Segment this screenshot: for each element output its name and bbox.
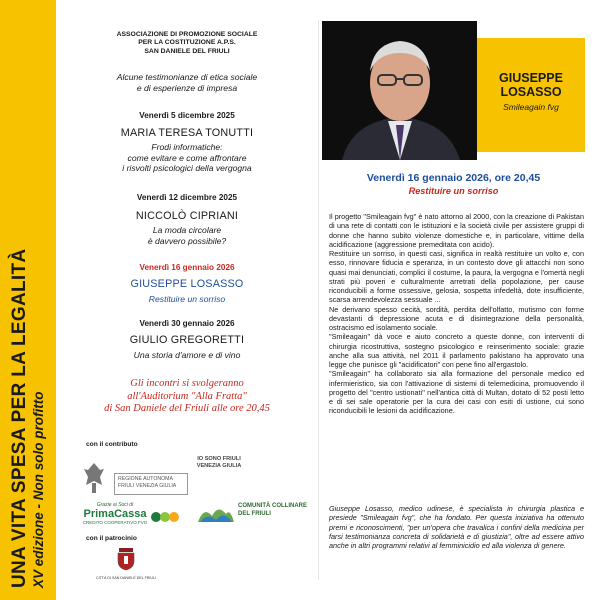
paragraph: "Smileagain" dà voce e aiuto concreto a queste donne, con interventi di chirurgia ricostruttiva, sostegno psicologico e reinserimento sociale: grazie anche alla sua attività, nel 2011 il parlamento pakistano ha approvato una legge che punisce gli "acidificatori" con pene fino all'ergastolo. (329, 332, 584, 369)
speaker-name (477, 71, 585, 99)
article-body (329, 212, 584, 416)
speaker-org: Smileagain fvg (503, 102, 559, 112)
assoc-line-3: SAN DANIELE DEL FRIULI (144, 47, 230, 55)
event-speaker-highlight: GIUSEPPE LOSASSO (130, 278, 244, 290)
speaker-first-name: GIUSEPPE (499, 71, 563, 85)
comunita-label: COMUNITÀ COLLINARE DEL FRIULI (238, 503, 307, 517)
intro-line-2: e di esperienze di impresa (136, 83, 238, 93)
event-topic (56, 225, 318, 246)
paragraph: Ne derivano spesso cecità, sordità, perdita dell'olfatto, mutismo con forme devastanti di depressione acuta e di disintegrazione della personalità, ostracismo ed isolamento sociale. (329, 304, 584, 332)
notice-line: di San Daniele del Friuli alle ore 20,45 (104, 403, 270, 414)
event-date: Venerdì 5 dicembre 2025 (139, 111, 235, 120)
patrocinio-label: con il patrocinio (86, 535, 137, 542)
primacassa-sub: CREDITO COOPERATIVO FVG (82, 520, 148, 525)
primacassa-tagline: Grazie ai Soci di (96, 502, 134, 508)
comunita-collinare-logo (196, 500, 316, 528)
topic-line: i risvolti psicologici della vergogna (122, 163, 252, 173)
citta-logo (96, 547, 156, 593)
event-topic (56, 142, 318, 174)
association-heading (56, 31, 318, 56)
io-sono-fvg-logo: IO SONO FRIULI VENEZIA GIULIA (196, 456, 242, 469)
primacassa-logo (82, 502, 186, 528)
event-date-highlight: Venerdì 16 gennaio 2026 (139, 263, 235, 272)
event-header-date: Venerdì 16 gennaio 2026, ore 20,45 (366, 172, 541, 184)
topic-line: La moda circolare (152, 225, 222, 235)
city-crest-icon (117, 547, 135, 571)
assoc-line-1: ASSOCIAZIONE DI PROMOZIONE SOCIALE (116, 31, 258, 38)
speaker-photo (322, 21, 477, 160)
topic-line: Una storia d'amore e di vino (133, 350, 241, 360)
contrib-label: con il contributo (86, 441, 138, 448)
citta-label: CITTÀ DI SAN DANIELE DEL FRIULI (96, 576, 156, 580)
column-divider (318, 20, 319, 580)
primacassa-name: PrimaCassa (83, 508, 147, 520)
paragraph: Restituire un sorriso, in questi casi, significa in realtà restituire un volto e, con esso, rinnovare fiducia e speranza, in un contesto dove gli attacchi non sono quasi mai denunciati, complici il costume, la paura, la vergogna e l'omertà negli strati più poveri e culturalmente arretrati della popolazione, per cause riconducibili a forme ossessive, gelosia, sospetta infedeltà, dote insufficiente, scarsa arrendevolezza sessuale ... (329, 249, 584, 305)
event-topic (56, 350, 318, 361)
regione-logo (82, 459, 188, 499)
topic-line: è davvero possibile? (147, 235, 227, 246)
event-speaker: GIULIO GREGORETTI (129, 334, 245, 346)
event-speaker: NICCOLÒ CIPRIANI (135, 210, 239, 222)
notice-line: all'Auditorium "Alla Fratta" (127, 390, 247, 402)
side-subtitle: XV edizione - Non solo profitto (31, 391, 46, 588)
event-header-subtitle: Restituire un sorriso (408, 186, 499, 196)
topic-line: Frodi informatiche: (151, 142, 223, 152)
portrait-image (322, 21, 477, 160)
venue-notice (56, 378, 318, 416)
notice-line: Gli incontri si svolgeranno (130, 378, 244, 389)
side-title: UNA VITA SPESA PER LA LEGALITÀ (9, 248, 30, 588)
event-speaker: MARIA TERESA TONUTTI (120, 127, 254, 139)
speaker-last-name: LOSASSO (500, 85, 562, 99)
event-topic-highlight (56, 294, 318, 305)
regione-label: REGIONE AUTONOMA FRIULI VENEZIA GIULIA (114, 473, 188, 495)
speaker-bio: Giuseppe Losasso, medico udinese, è specialista in chirurgia plastica e presiede "Smileagain fvg", che ha fondato. Per questa iniziativa ha ottenuto premi e riconoscimenti, "per un'opera che travalica i confini della medicina per farsi testimonianza concreta di solidarietà e di giustizia", oltre ad essere attivo anche in altri programmi relativi al femminicidio ed alla violenza di genere. (329, 504, 584, 550)
topic-line: Restituire un sorriso (148, 294, 226, 304)
intro-text (56, 72, 318, 94)
coop-circles-icon (150, 511, 184, 523)
event-date: Venerdì 30 gennaio 2026 (139, 319, 235, 328)
hills-icon (196, 502, 236, 524)
assoc-line-2: PER LA COSTITUZIONE A.P.S. (138, 39, 236, 47)
paragraph: Il progetto "Smileagain fvg" è nato attorno al 2000, con la creazione di Pakistan di una rete di contatti con le istituzioni e la società civile per assistere gruppi di donne che hanno subito violenze domestiche e, in particolare, vittime della acidificazione (aggressione premeditata con acido). (329, 212, 584, 249)
topic-line: come evitare e come affrontare (127, 152, 247, 163)
eagle-icon (82, 461, 106, 495)
speaker-name-box (477, 38, 585, 152)
program-column (56, 0, 318, 600)
paragraph: "Smileagain" ha collaborato sia alla formazione del personale medico ed infermieristico, sia con l'attivazione di sistemi di telemedicina, promuovendo il progetto del "centro ustionati" nell'antica città di Multan, dotato di 52 posti letto e di sei sale operatorie per la cura dei casi con esiti di ustione, cui sono riconducibili le lesioni da acidificazione. (329, 369, 584, 416)
intro-line-1: Alcune testimonianze di etica sociale (116, 72, 258, 82)
event-date: Venerdì 12 dicembre 2025 (136, 193, 238, 202)
